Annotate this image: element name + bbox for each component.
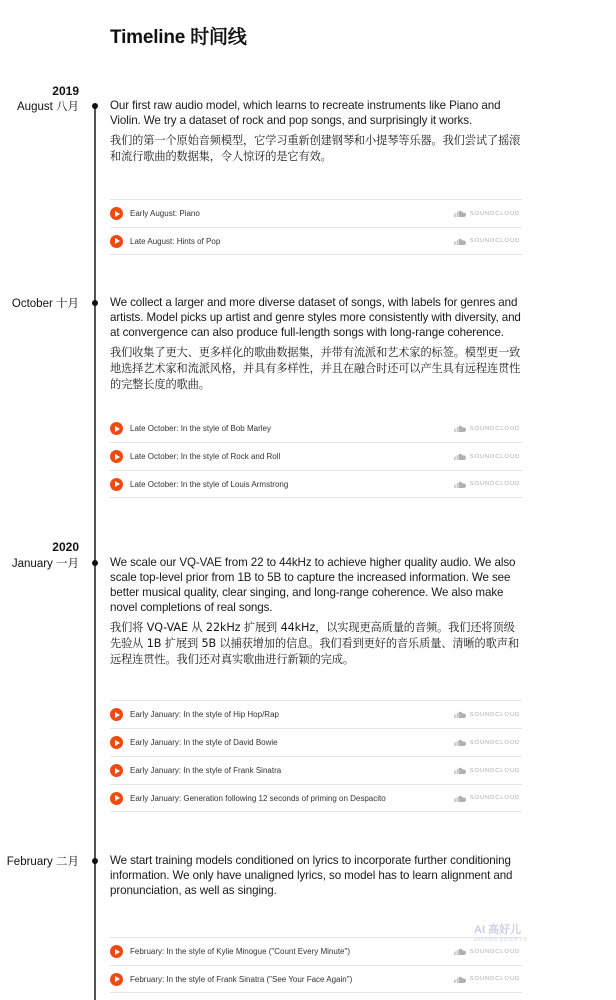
soundcloud-badge[interactable] [454, 711, 520, 718]
year-label: 2020 [52, 540, 79, 554]
soundcloud-label: SOUNDCLOUD [469, 711, 520, 718]
description-zh: 我们将 VQ-VAE 从 22kHz 扩展到 44kHz，以实现更高质量的音频。我们还将顶级先验从 1B 扩展到 5B 以捕获增加的信息。我们看到更好的音乐质量、清晰的歌声和远程连贯性。我们还对真实歌曲进行新颖的完成。 [110, 621, 519, 666]
soundcloud-badge[interactable] [454, 238, 520, 245]
soundcloud-badge[interactable] [454, 976, 520, 983]
description-en: We scale our VQ-VAE from 22 to 44kHz to achieve higher quality audio. We also scale top-level prior from 1B to 5B to capture the increased information. We see better musical quality, clear singing, and long-range coherence. We also make novel completions of real songs. [110, 556, 516, 614]
watermark [474, 925, 527, 945]
track-title[interactable]: Late October: In the style of Louis Armstrong [130, 479, 289, 489]
track-item[interactable] [110, 227, 522, 255]
soundcloud-label: SOUNDCLOUD [469, 210, 520, 217]
watermark-logo: AI 高好儿 [474, 924, 522, 936]
track-title[interactable]: Early January: In the style of Frank Sinatra [130, 766, 282, 775]
soundcloud-icon [454, 481, 467, 488]
play-icon[interactable] [110, 792, 123, 805]
description-en: Our first raw audio model, which learns to recreate instruments like Piano and Violin. We try a dataset of rock and pop songs, and surprisingly it works. [110, 99, 501, 127]
soundcloud-icon [454, 767, 467, 774]
track-item[interactable] [110, 784, 522, 812]
month-label: October 十月 [11, 298, 79, 310]
soundcloud-icon [454, 711, 467, 718]
play-icon[interactable] [110, 708, 123, 721]
timeline-dot [92, 300, 98, 306]
soundcloud-badge[interactable] [454, 795, 520, 802]
soundcloud-label: SOUNDCLOUD [469, 481, 520, 487]
track-list [110, 199, 522, 255]
track-item[interactable] [110, 728, 522, 756]
description-zh: 我们的第一个原始音频模型，它学习重新创建钢琴和小提琴等乐器。我们尝试了摇滚和流行歌曲的数据集，令人惊讶的是它有效。 [110, 134, 521, 163]
month-label: February 二月 [6, 856, 79, 868]
track-title[interactable]: Early January: In the style of David Bowie [130, 738, 278, 747]
timeline-dot [92, 103, 98, 109]
play-icon[interactable] [110, 973, 123, 986]
track-item[interactable] [110, 414, 522, 442]
track-title[interactable]: Late October: In the style of Rock and Roll [130, 452, 281, 461]
track-title[interactable]: February: In the style of Frank Sinatra ("See Your Face Again") [130, 974, 353, 984]
play-icon[interactable] [110, 450, 123, 463]
track-title[interactable]: Late August: Hints of Pop [130, 236, 221, 246]
soundcloud-label: SOUNDCLOUD [469, 767, 520, 774]
entry-description [110, 555, 525, 668]
soundcloud-icon [454, 948, 467, 955]
track-title[interactable]: February: In the style of Kylie Minogue ("Count Every Minute") [130, 947, 350, 956]
timeline-dot [92, 858, 98, 864]
soundcloud-icon [454, 210, 467, 217]
soundcloud-label: SOUNDCLOUD [469, 453, 520, 460]
track-title[interactable]: Early January: Generation following 12 seconds of priming on Despacito [130, 793, 386, 803]
track-item[interactable] [110, 199, 522, 227]
soundcloud-icon [454, 976, 467, 983]
track-title[interactable]: Late October: In the style of Bob Marley [130, 424, 271, 433]
soundcloud-label: SOUNDCLOUD [469, 739, 520, 746]
entry-description [110, 853, 525, 898]
soundcloud-label: SOUNDCLOUD [469, 425, 520, 432]
track-item[interactable] [110, 756, 522, 784]
track-item[interactable] [110, 442, 522, 470]
soundcloud-badge[interactable] [454, 767, 520, 774]
track-item[interactable] [110, 937, 522, 965]
soundcloud-badge[interactable] [454, 453, 520, 460]
play-icon[interactable] [110, 207, 123, 220]
entry-description [110, 295, 525, 393]
soundcloud-badge[interactable] [454, 739, 520, 746]
soundcloud-label: SOUNDCLOUD [469, 976, 520, 982]
track-title[interactable]: Early August: Piano [130, 209, 200, 218]
play-icon[interactable] [110, 235, 123, 248]
track-item[interactable] [110, 700, 522, 728]
soundcloud-icon [454, 238, 467, 245]
soundcloud-badge[interactable] [454, 210, 520, 217]
soundcloud-badge[interactable] [454, 481, 520, 488]
timeline-dot [92, 560, 98, 566]
soundcloud-icon [454, 795, 467, 802]
description-en: We start training models conditioned on lyrics to incorporate further conditioning information. We only have unaligned lyrics, so model has to learn alignment and pronunciation, as well as singing. [110, 854, 513, 897]
track-list [110, 937, 522, 993]
soundcloud-badge[interactable] [454, 425, 520, 432]
page-title: Timeline 时间线 [110, 27, 247, 48]
play-icon[interactable] [110, 764, 123, 777]
month-label: January 一月 [11, 558, 79, 570]
soundcloud-badge[interactable] [454, 948, 520, 955]
entry-description [110, 98, 525, 165]
play-icon[interactable] [110, 422, 123, 435]
year-label: 2019 [52, 84, 79, 98]
track-list [110, 700, 522, 812]
track-item[interactable] [110, 965, 522, 993]
track-list [110, 414, 522, 498]
soundcloud-label: SOUNDCLOUD [469, 795, 520, 801]
description-en: We collect a larger and more diverse dataset of songs, with labels for genres and artists. Model picks up artist and genre styles more consistently with diversity, and at convergence can also produce full-length songs with long-range coherence. [110, 296, 521, 339]
month-label: August 八月 [17, 101, 79, 113]
play-icon[interactable] [110, 736, 123, 749]
description-zh: 我们收集了更大、更多样化的歌曲数据集，并带有流派和艺术家的标签。模型更一致地选择艺术家和流派风格，并具有多样性，并且在融合时还可以产生具有远程连贯性的完整长度的歌曲。 [110, 346, 521, 391]
soundcloud-label: SOUNDCLOUD [469, 948, 520, 955]
play-icon[interactable] [110, 945, 123, 958]
soundcloud-icon [454, 739, 467, 746]
track-title[interactable]: Early January: In the style of Hip Hop/Rap [130, 710, 279, 719]
timeline-line [94, 104, 96, 1000]
play-icon[interactable] [110, 478, 123, 491]
track-item[interactable] [110, 470, 522, 498]
soundcloud-icon [454, 425, 467, 432]
soundcloud-icon [454, 453, 467, 460]
soundcloud-label: SOUNDCLOUD [469, 238, 520, 244]
watermark-caption: AI热点资讯·前沿技术干货 [474, 937, 528, 942]
